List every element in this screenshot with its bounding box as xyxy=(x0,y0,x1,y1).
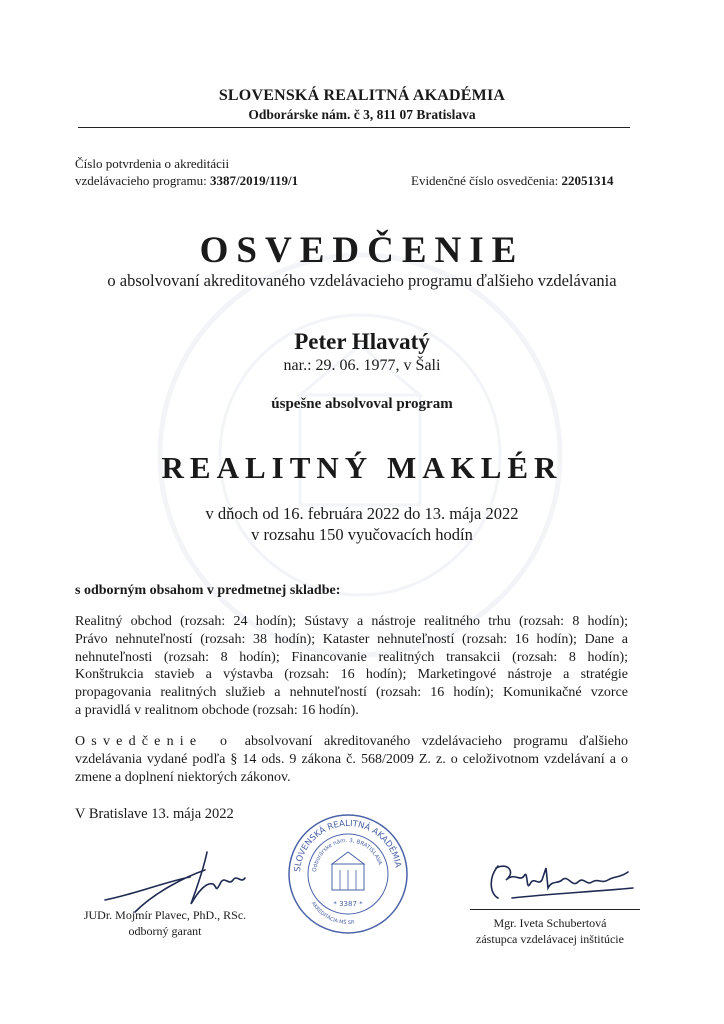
institution-name: SLOVENSKÁ REALITNÁ AKADÉMIA xyxy=(218,87,506,104)
legal-line-1: absolvovaní akreditovaného vzdelávacieho programu ďalšieho xyxy=(244,734,628,749)
content-line: a pravidlá v realitnom obchode (rozsah: 16 hodín). xyxy=(75,702,359,718)
program-dates: v dňoch od 16. februára 2022 do 13. mája 2022 xyxy=(205,504,519,523)
official-stamp xyxy=(286,812,410,936)
accreditation-label-2: vzdelávacieho programu: xyxy=(75,173,207,188)
right-signature xyxy=(468,858,638,910)
passed-statement: úspešne absolvoval program xyxy=(271,396,453,412)
legal-line-2: vzdelávania vydané podľa § 14 ods. 9 zákona č. 568/2009 Z. z. o celoživotnom vzdelávaní a o xyxy=(75,751,628,767)
accreditation-number: 3387/2019/119/1 xyxy=(210,173,299,188)
left-signatory-role: odborný garant xyxy=(128,924,202,938)
recipient-name: Peter Hlavatý xyxy=(294,329,430,354)
content-line: Právo nehnuteľností (rozsah: 38 hodín); Kataster nehnuteľností (rozsah: 16 hodín); Dane a xyxy=(75,631,628,647)
legal-spaced-word: Osvedčenie o xyxy=(75,734,234,749)
legal-line-3: zmene a doplnení niektorých zákonov. xyxy=(75,769,291,785)
right-signature-line xyxy=(470,909,640,910)
right-signatory xyxy=(440,915,660,947)
left-signatory-name: JUDr. Mojmír Plavec, PhD., RSc. xyxy=(83,908,247,922)
right-signatory-role: zástupca vzdelávacej inštitúcie xyxy=(476,932,624,946)
content-line: propagovania realitných služieb a nehnuteľností (rozsah: 16 hodín); Komunikačné vzorce xyxy=(75,685,628,701)
content-line: nehnuteľnosti (rozsah: 8 hodín); Financovanie realitných transakcii (rozsah: 8 hodín); xyxy=(75,649,628,665)
certificate-subtitle: o absolvovaní akreditovaného vzdelávacieho programu ďalšieho vzdelávania xyxy=(107,271,617,290)
place-date: V Bratislave 13. mája 2022 xyxy=(75,806,234,822)
accreditation-label: Číslo potvrdenia o akreditácii xyxy=(75,156,230,171)
registry-number: 22051314 xyxy=(561,173,614,188)
header-divider xyxy=(78,127,630,128)
left-signatory xyxy=(60,907,270,939)
program-dates-block xyxy=(0,503,724,545)
legal-paragraph xyxy=(75,733,628,786)
program-scope: v rozsahu 150 vyučovacích hodín xyxy=(251,525,473,544)
stamp-bottom-text: AKREDITÁCIA MŠ SR xyxy=(309,900,355,927)
registry-label: Evidenčné číslo osvedčenia: xyxy=(411,173,559,188)
certificate-title: OSVEDČENIE xyxy=(199,230,525,271)
content-line: Konštrukcia stavieb a výstavba (rozsah: 16 hodín); Marketingové nástroje a stratégie xyxy=(75,667,628,683)
program-name: REALITNÝ MAKLÉR xyxy=(161,450,563,485)
content-line: Realitný obchod (rozsah: 24 hodín); Sústavy a nástroje realitného trhu (rozsah: 8 hodín); xyxy=(75,614,628,629)
accreditation-block xyxy=(75,155,298,189)
registry-block xyxy=(411,172,614,189)
stamp-outer-text: SLOVENSKÁ REALITNÁ AKADÉMIA xyxy=(292,818,403,873)
content-paragraph xyxy=(75,613,628,720)
stamp-inner-text: Odborárske nám. 3, BRATISLAVA xyxy=(312,837,383,873)
institution-address: Odborárske nám. č 3, 811 07 Bratislava xyxy=(248,107,476,122)
recipient-birth: nar.: 29. 06. 1977, v Šali xyxy=(283,357,441,374)
right-signatory-name: Mgr. Iveta Schubertová xyxy=(493,916,607,930)
stamp-number: * 3387 * xyxy=(333,900,363,908)
content-heading: s odborným obsahom v predmetnej skladbe: xyxy=(75,583,341,598)
